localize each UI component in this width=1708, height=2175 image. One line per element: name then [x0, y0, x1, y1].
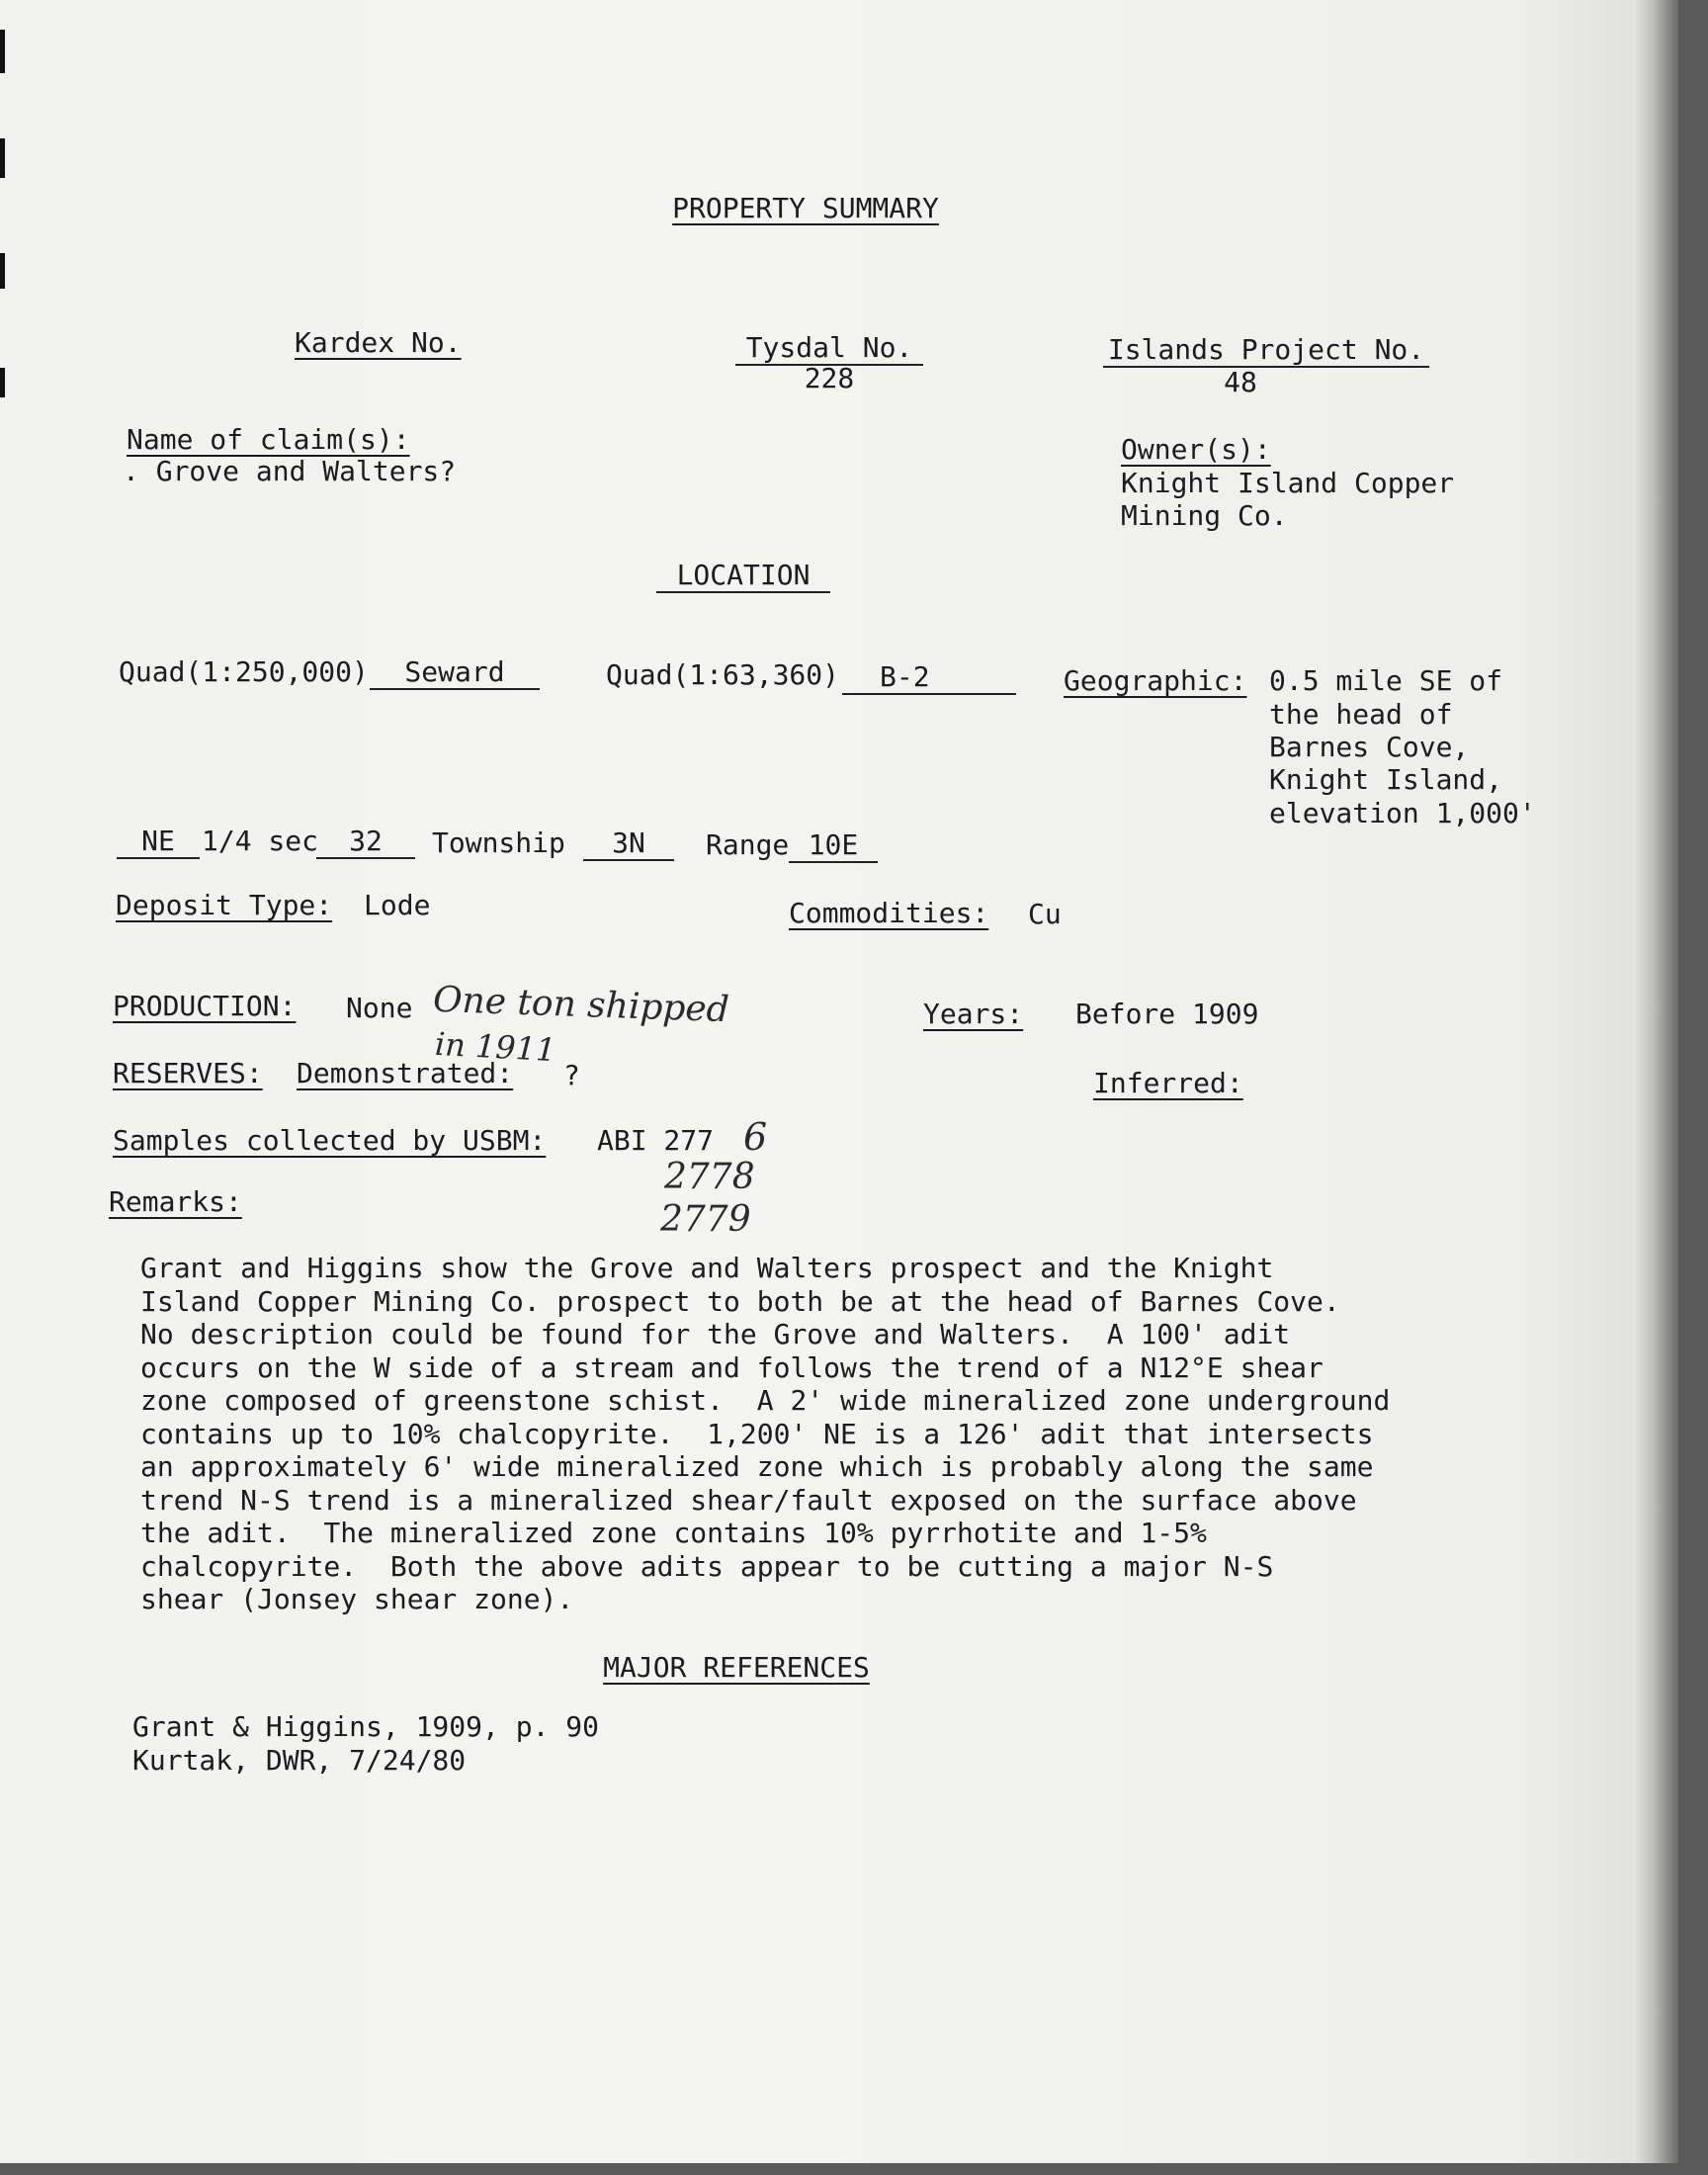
township-value: 3N: [583, 826, 674, 861]
quad250-label: Quad(1:250,000): [119, 655, 369, 688]
references-list: [132, 1710, 599, 1778]
location-heading: LOCATION: [656, 559, 830, 593]
handwritten-production-note: One ton shipped: [432, 979, 730, 1031]
geographic-label: Geographic:: [1064, 664, 1247, 697]
deposit-type-value: Lode: [364, 889, 431, 921]
quarter-label: 1/4 sec: [202, 825, 319, 857]
demonstrated-label: Demonstrated:: [297, 1057, 514, 1089]
islands-project-value: 48: [1224, 366, 1257, 398]
remarks-line: shear (Jonsey shear zone).: [140, 1583, 574, 1615]
range-label: Range: [706, 828, 790, 861]
remarks-line: No description could be found for the Grove and Walters. A 100' adit: [140, 1318, 1291, 1350]
remarks-body: [140, 1252, 1425, 1616]
claims-value: . Grove and Walters?: [123, 455, 457, 487]
range-value: 10E: [789, 828, 878, 863]
remarks-line: trend N-S trend is a mineralized shear/fault exposed on the surface above: [140, 1483, 1357, 1517]
quarter-value: NE: [117, 825, 200, 859]
remarks-label: Remarks:: [109, 1185, 242, 1218]
owners-line-1: Knight Island Copper: [1121, 467, 1455, 499]
years-value: Before 1909: [1075, 998, 1259, 1030]
page-title: PROPERTY SUMMARY: [672, 192, 939, 224]
geographic-line-5: elevation 1,000': [1269, 797, 1536, 829]
owners-line-2: Mining Co.: [1121, 499, 1288, 532]
samples-prefix: ABI 277: [597, 1124, 715, 1157]
commodities-value: Cu: [1028, 898, 1062, 930]
section-value: 32: [316, 825, 415, 859]
demonstrated-value: ?: [563, 1059, 580, 1091]
tysdal-label: Tysdal No.: [735, 331, 923, 366]
references-heading: MAJOR REFERENCES: [603, 1651, 870, 1684]
remarks-line: Island Copper Mining Co. prospect to both be at the head of Barnes Cove.: [140, 1284, 1340, 1318]
handwritten-sample-1: 6: [743, 1115, 768, 1159]
remarks-line: Grant and Higgins show the Grove and Walters prospect and the Knight: [140, 1252, 1274, 1284]
remarks-line: the adit. The mineralized zone contains 10% pyrrhotite and 1-5%: [140, 1517, 1207, 1549]
reserves-label: RESERVES:: [113, 1057, 263, 1089]
production-value: None: [346, 992, 413, 1024]
remarks-line: contains up to 10% chalcopyrite. 1,200' NE is a 126' adit that intersects: [140, 1417, 1374, 1450]
remarks-line: zone composed of greenstone schist. A 2' wide mineralized zone underground: [140, 1384, 1391, 1417]
geographic-line-2: the head of: [1269, 698, 1453, 731]
samples-label: Samples collected by USBM:: [113, 1124, 547, 1157]
reference-item: Kurtak, DWR, 7/24/80: [132, 1744, 467, 1777]
years-label: Years:: [923, 998, 1024, 1030]
remarks-line: an approximately 6' wide mineralized zone which is probably along the same: [140, 1450, 1374, 1483]
tysdal-value: 228: [804, 362, 855, 394]
geographic-line-4: Knight Island,: [1269, 763, 1503, 796]
page-edge-shadow: [1633, 0, 1678, 2163]
deposit-type-label: Deposit Type:: [116, 889, 333, 921]
commodities-label: Commodities:: [789, 897, 989, 929]
kardex-label: Kardex No.: [295, 326, 462, 359]
quad63-value: B-2: [842, 660, 1016, 695]
remarks-line: occurs on the W side of a stream and follows the trend of a N12°E shear: [140, 1350, 1324, 1384]
inferred-label: Inferred:: [1093, 1067, 1243, 1099]
geographic-line-3: Barnes Cove,: [1269, 731, 1470, 763]
handwritten-sample-3: 2779: [660, 1199, 751, 1240]
remarks-line: chalcopyrite. Both the above adits appear to be cutting a major N-S: [140, 1549, 1274, 1583]
handwritten-production-year: in 1911: [434, 1024, 557, 1070]
islands-project-label: Islands Project No.: [1103, 333, 1429, 368]
reference-item: Grant & Higgins, 1909, p. 90: [132, 1710, 600, 1743]
geographic-line-1: 0.5 mile SE of: [1269, 664, 1503, 697]
owners-label: Owner(s):: [1121, 433, 1271, 466]
quad63-label: Quad(1:63,360): [606, 658, 840, 691]
claims-label: Name of claim(s):: [127, 423, 410, 456]
township-label: Township: [432, 826, 565, 859]
production-label: PRODUCTION:: [113, 990, 297, 1022]
quad250-value: Seward: [370, 655, 540, 690]
handwritten-sample-2: 2778: [664, 1157, 755, 1197]
